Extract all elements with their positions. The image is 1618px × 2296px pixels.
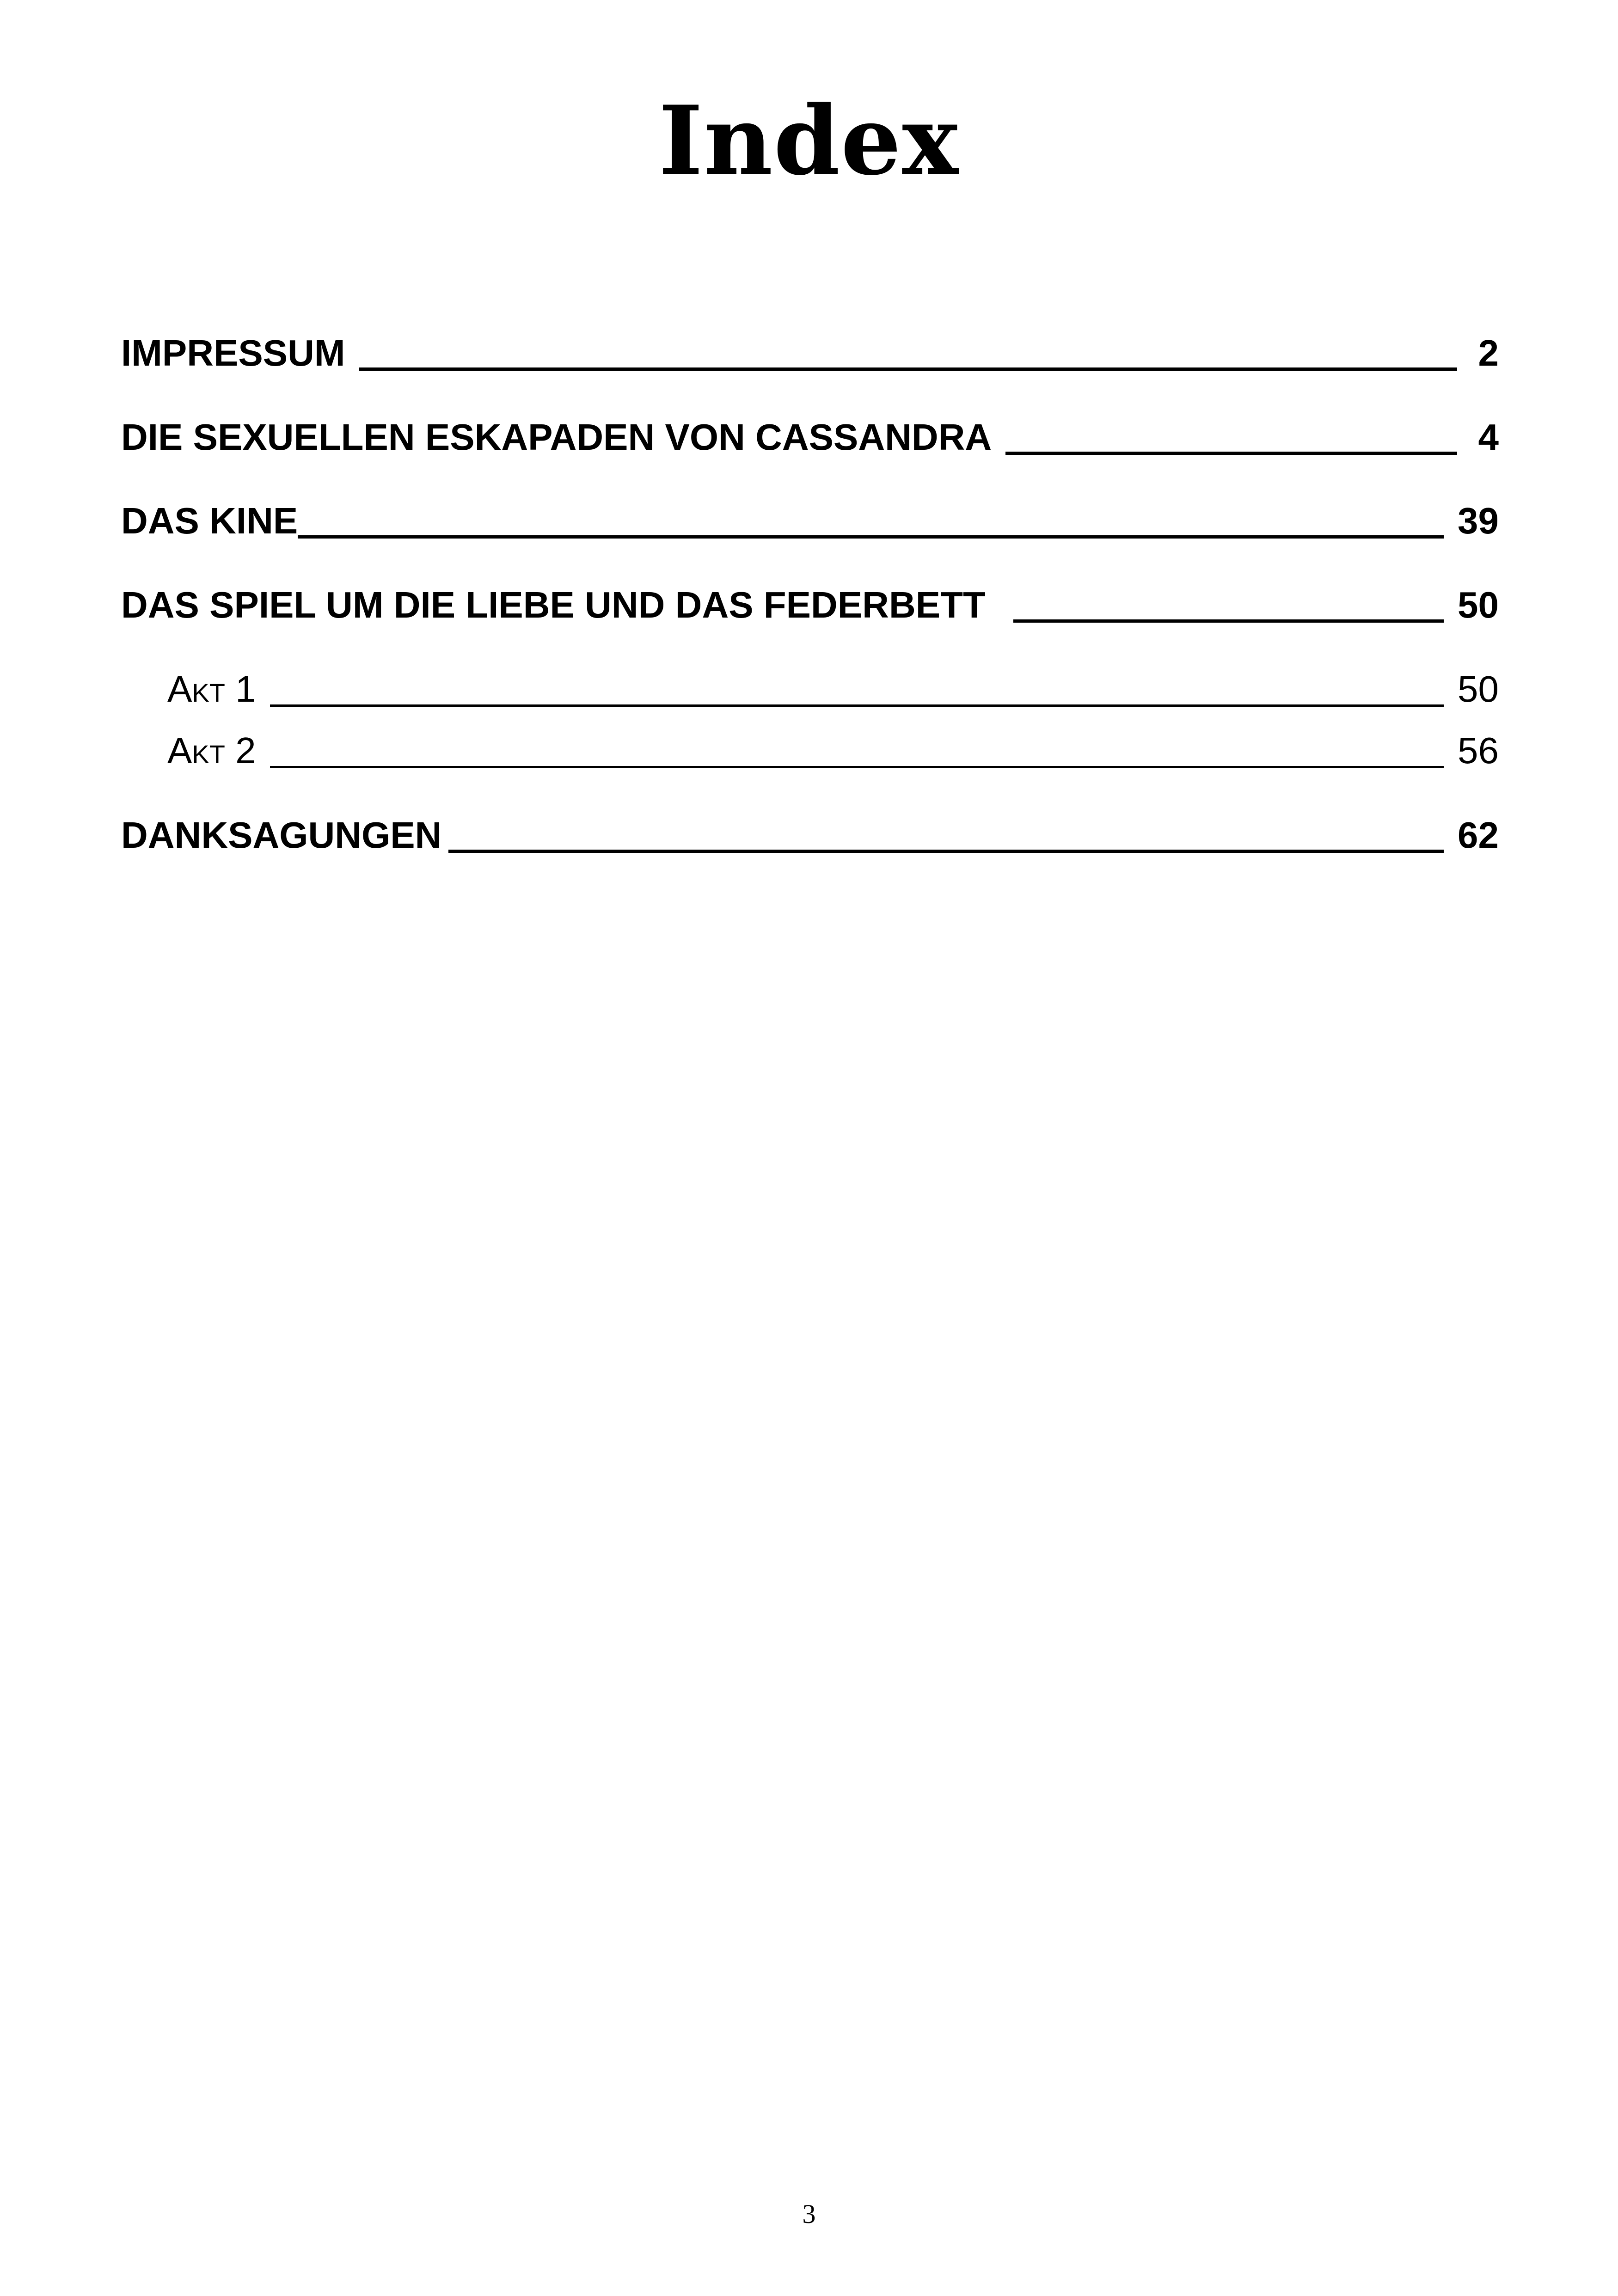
toc-entry-impressum[interactable] [121,324,1499,379]
toc-leader-line [448,850,1444,853]
toc-entry-page: 56 [1458,730,1499,771]
toc-leader-line [298,535,1444,539]
toc-leader-line [1005,452,1457,455]
toc-leader-line [270,766,1444,768]
toc-entry-das-spiel[interactable] [121,576,1499,631]
toc-entry-akt-2[interactable] [167,721,1499,777]
toc-entry-das-kine[interactable] [121,491,1499,547]
toc-entry-danksagungen[interactable] [121,806,1499,861]
page-number: 3 [802,2199,816,2229]
toc-entry-label: DAS SPIEL UM DIE LIEBE UND DAS FEDERBETT [121,584,986,625]
toc-entry-page: 50 [1458,584,1499,625]
toc-leader-line [1013,619,1444,623]
toc-entry-page: 50 [1458,668,1499,710]
toc-leader-line [270,704,1444,707]
table-of-contents [121,0,1499,925]
toc-entry-page: 39 [1458,500,1499,541]
toc-entry-label: DIE SEXUELLEN ESKAPADEN VON CASSANDRA [121,416,992,458]
toc-entry-cassandra[interactable] [121,408,1499,463]
page-title: Index [658,86,960,196]
toc-entry-page: 4 [1478,416,1499,458]
toc-entry-label: DAS KINE [121,500,298,541]
toc-entry-label: Akt 1 [167,668,256,710]
toc-entry-page: 2 [1478,332,1499,373]
toc-entry-akt-1[interactable] [167,660,1499,715]
toc-leader-line [359,367,1458,371]
toc-entry-label: DANKSAGUNGEN [121,814,442,856]
toc-entry-label: IMPRESSUM [121,332,345,373]
toc-entry-label: Akt 2 [167,730,256,771]
toc-entry-page: 62 [1458,814,1499,856]
